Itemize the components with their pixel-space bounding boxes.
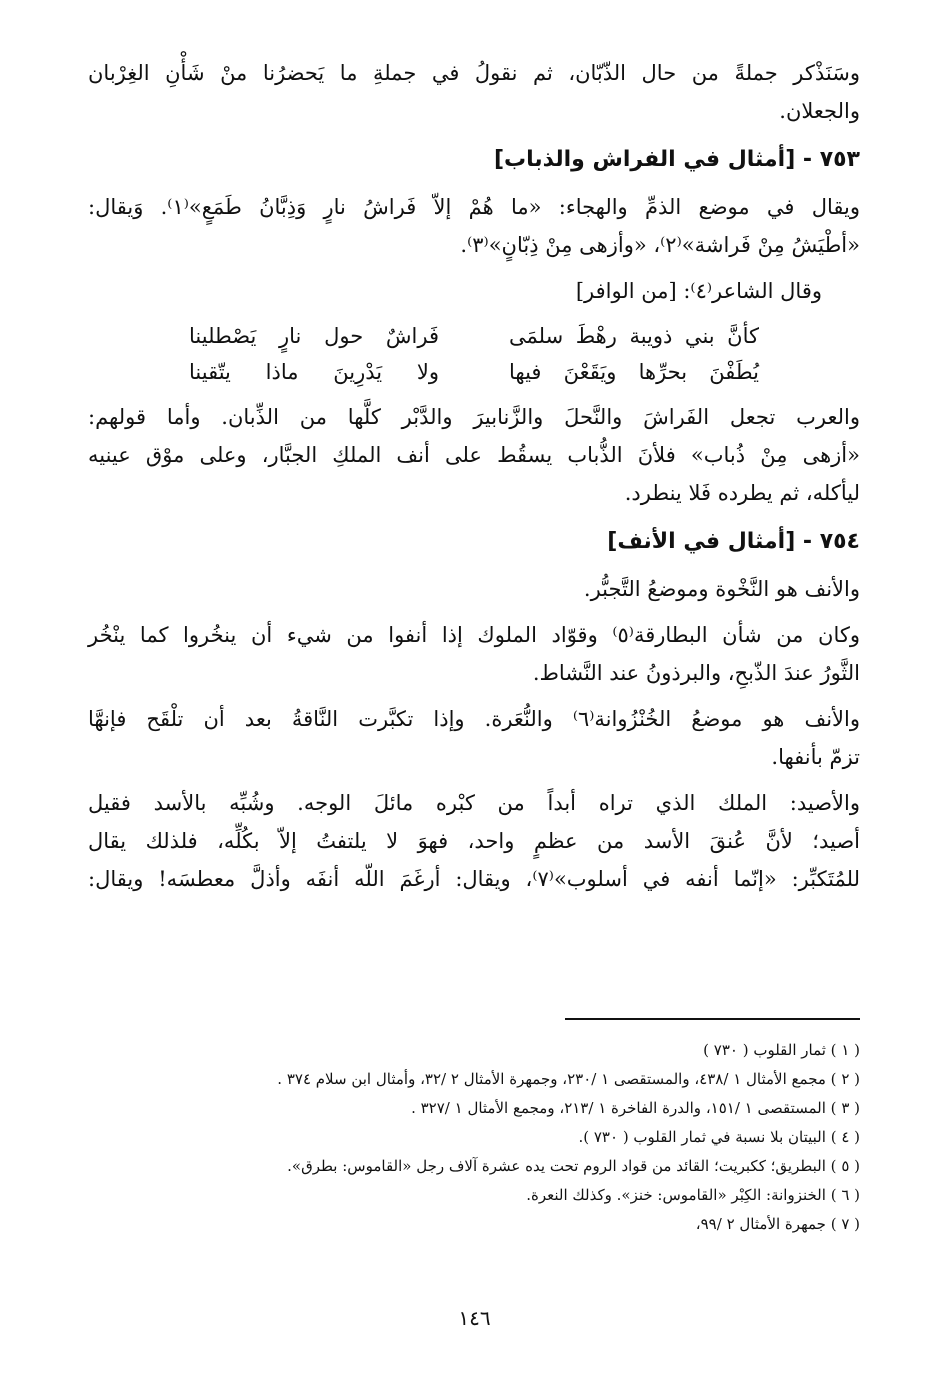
text-line: «أطْيَشُ مِنْ فَراشة»⁽٢⁾، «وأزهى مِنْ ذِبّانٍ»⁽٣⁾. bbox=[460, 233, 860, 257]
poem bbox=[88, 318, 860, 390]
section-heading-753: ٧٥٣ - [أمثال في الفراش والذباب] bbox=[493, 147, 860, 172]
paragraph-754-d bbox=[88, 784, 860, 898]
text-line: أصيد؛ لأنَّ عُنقَ الأسد من عظمٍ واحد، فهوَ لا يلتفتُ إلاّ بكُلِّه، فلذلك يقال bbox=[88, 829, 860, 853]
footnote-3: ( ٣ ) المستقصى ١ /١٥١، والدرة الفاخرة ١ /٢١٣، ومجمع الأمثال ١ /٣٢٧ . bbox=[411, 1099, 860, 1117]
text-line: للمُتَكبِّر: «إنّما أنفه في أسلوب»⁽٧⁾، ويقال: أرغَمَ اللّه أنفَه وأذلَّ معطسَه! ويقال: bbox=[88, 867, 860, 891]
footnote-6: ( ٦ ) الخنزوانة: الكِبْر «القاموس: خنز». وكذلك النعرة. bbox=[526, 1186, 860, 1204]
intro-paragraph bbox=[88, 54, 860, 130]
text-line: «أزهى مِنْ ذُباب» فلأنَ الذُّباب يسقُط على أنف الملكِ الجبَّار، وعلى موْق عينيه bbox=[88, 443, 860, 467]
paragraph-753-b bbox=[88, 272, 860, 310]
text-line: والعرب تجعل الفَراشَ والنَّحلَ والزَّنابيرَ والدَّبْر كلَّها من الذِّبان. وأما قولهم: bbox=[88, 405, 860, 429]
text-line: وسَنَذْكر جملةً من حال الذّبّان، ثم نقولُ في جملةِ ما يَحضرُنا منْ شَأْنِ الغِرْبان bbox=[88, 61, 860, 85]
paragraph-754-a bbox=[88, 570, 860, 608]
footnote-4: ( ٤ ) البيتان بلا نسبة في ثمار القلوب ( ٧٣٠ ). bbox=[578, 1128, 860, 1146]
text-line: والأنف هو النَّخْوة وموضعُ التَّجبُّر. bbox=[583, 577, 860, 601]
section-heading-754: ٧٥٤ - [أمثال في الأنف] bbox=[607, 529, 860, 554]
page-number: ١٤٦ bbox=[458, 1306, 491, 1330]
text-line: والأنف هو موضعُ الخُنْزُوانة⁽٦⁾ والنُّعَرة. وإذا تكبَّرت النَّاقةُ بعد أن تلْقَح فإنهَّا bbox=[88, 707, 860, 731]
verse-second-hemistich: ولا يَدْرِينَ ماذا يتّقينا bbox=[189, 360, 439, 384]
page-body bbox=[88, 54, 860, 906]
text-line: ليأكله، ثم يطرده فَلا ينطرد. bbox=[624, 481, 860, 505]
footnote-divider bbox=[565, 1018, 860, 1020]
text-line: ويقال في موضع الذمِّ والهجاء: «ما هُمْ إلاّ فَراشُ نارٍ وَذِبَّانُ طَمَعٍ»⁽١⁾. وَيقال: bbox=[88, 195, 860, 219]
paragraph-754-c bbox=[88, 700, 860, 776]
footnote-1: ( ١ ) ثمار القلوب ( ٧٣٠ ) bbox=[703, 1041, 860, 1059]
verse-first-hemistich: كأنَّ بني ذويبة رهْطَ سلمَى bbox=[509, 324, 759, 348]
footnotes bbox=[88, 1036, 860, 1239]
text-line: الثَّورُ عندَ الذّبحِ، والبرذونُ عند النَّشاط. bbox=[532, 661, 860, 685]
paragraph-754-b bbox=[88, 616, 860, 692]
paragraph-753-a bbox=[88, 188, 860, 264]
verse-line bbox=[88, 318, 860, 354]
text-line: والأصيد: الملك الذي تراه أبداً من كبْره مائلَ الوجه. وشُبِّه بالأسد فقيل bbox=[88, 791, 860, 815]
verse-first-hemistich: يُطَفْنَ بحرِّها ويَقَعْنَ فيها bbox=[509, 360, 759, 384]
footnote-2: ( ٢ ) مجمع الأمثال ١ /٤٣٨، والمستقصى ١ /٢٣٠، وجمهرة الأمثال ٢ /٣٢، وأمثال ابن سلام ٣٧٤ . bbox=[277, 1070, 860, 1088]
verse-second-hemistich: فَراشٌ حول نارٍ يَصْطلينا bbox=[189, 324, 439, 348]
footnote-5: ( ٥ ) البطريق؛ ككبريت؛ القائد من قواد الروم تحت يده عشرة آلاف رجل «القاموس: بطرق». bbox=[287, 1157, 860, 1175]
text-line: وقال الشاعر⁽٤⁾: [من الوافر] bbox=[575, 279, 822, 303]
text-line: والجعلان. bbox=[779, 99, 860, 123]
text-line: تزمّ بأنفها. bbox=[771, 745, 860, 769]
footnote-7: ( ٧ ) جمهرة الأمثال ٢ /٩٩، bbox=[695, 1215, 860, 1233]
text-line: وكان من شأن البطارقة⁽٥⁾ وقوّاد الملوك إذا أنفوا من شيء أن ينخُروا كما ينْخُر bbox=[88, 623, 860, 647]
verse-line bbox=[88, 354, 860, 390]
paragraph-753-c bbox=[88, 398, 860, 512]
